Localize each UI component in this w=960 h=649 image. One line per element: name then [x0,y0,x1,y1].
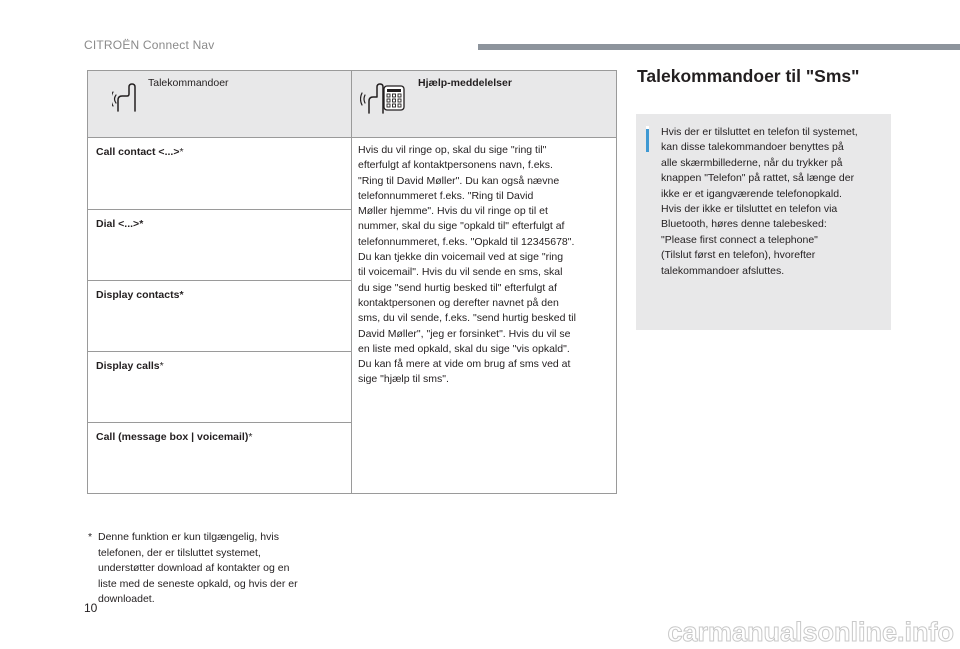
info-line: Hvis der er tilsluttet en telefon til systemet, [661,126,858,138]
info-line: "Please first connect a telephone" [661,233,818,246]
help-line: telefonnummeret, f.eks. "Opkald til 12345678". [358,235,575,248]
voice-command-icon [112,81,138,115]
info-icon [646,126,649,152]
help-line: Hvis du vil ringe op, skal du sige "ring til" [358,144,547,156]
command-column [88,138,352,493]
help-line: Du kan få mere at vide om brug af sms ved at [358,358,571,371]
header-brand: CITROËN Connect Nav [84,38,215,52]
table-header-commands [88,71,352,137]
help-line: du sige "send hurtig besked til" efterfulgt af [358,281,557,294]
command-label: Call (message box | voicemail) [96,431,249,443]
command-call-contact [88,138,351,166]
help-line: til voicemail". Hvis du vil sende en sms, skal [358,266,563,279]
command-star: * [159,360,164,372]
section-title: Talekommandoer til "Sms" [637,66,860,86]
footnote-line: Denne funktion er kun tilgængelig, hvis [98,531,279,543]
info-line: Bluetooth, høres denne talebesked: [661,218,827,231]
info-line: Hvis der ikke er tilsluttet en telefon via [661,203,838,216]
help-message-cell [353,138,616,388]
help-line: Du kan tjekke din voicemail ved at sige "ring [358,251,564,264]
page-number: 10 [84,601,98,615]
help-line: sms, du vil sende, f.eks. "send hurtig besked til [358,312,576,325]
command-label: Dial <...>* [96,218,144,230]
footnote-line: downloadet. [98,593,155,605]
help-line: "Ring til David Møller". Du kan også nævne [358,174,560,187]
command-display-calls [88,352,351,380]
col-header-help: Hjælp-meddelelser [418,77,512,89]
command-call-voicemail [88,423,351,451]
footnote-star: * [88,531,93,543]
voice-command-table [87,70,617,494]
voice-help-icon [360,81,406,117]
help-line: telefonnummeret f.eks. "Ring til David [358,189,534,202]
footnote-line: understøtter download af kontakter og en [98,562,290,574]
info-line: kan disse talekommandoer benyttes på [661,141,844,154]
table-header-help [352,71,616,137]
command-dial [88,210,351,238]
help-line: kontaktpersonen og derefter navnet på den [358,296,559,309]
watermark-text: carmanualsonline.info [667,617,954,647]
header-rule [478,44,960,50]
info-line: ikke er et igangværende telefonopkald. [661,187,842,200]
info-line: talekommandoer afsluttes. [661,264,785,277]
command-display-contacts [88,281,351,309]
help-line: nummer, skal du sige "opkald til" efterfulgt af [358,220,565,233]
command-label: Display calls [96,360,160,372]
info-line: knappen "Telefon" på rattet, så længe der [661,172,855,185]
info-line: (Tilslut først en telefon), hvorefter [661,249,816,262]
help-line: efterfulgt af kontaktpersonens navn, f.eks. [358,159,553,172]
help-line: Møller hjemme". Hvis du vil ringe op til et [358,205,548,218]
footnote-line: telefonen, der er tilsluttet systemet, [98,546,261,559]
col-header-commands: Talekommandoer [148,77,229,89]
command-label: Display contacts* [96,289,184,301]
info-text [661,125,886,279]
help-line: en liste med opkald, skal du sige "vis opkald". [358,342,570,355]
watermark-logo [598,612,958,648]
command-star: * [248,431,253,443]
help-line: David Møller", "jeg er forsinket". Hvis du vil se [358,327,571,340]
info-line: alle skærmbillederne, når du trykker på [661,156,843,169]
info-icon-dot [646,126,649,129]
command-star: * [179,146,184,158]
table-header-row [88,71,616,138]
footnote-line: liste med de seneste opkald, og hvis der er [98,577,298,590]
footnote [88,530,348,608]
info-box [636,114,891,330]
help-line: sige "hjælp til sms". [358,373,449,386]
command-label: Call contact <...> [96,146,180,158]
